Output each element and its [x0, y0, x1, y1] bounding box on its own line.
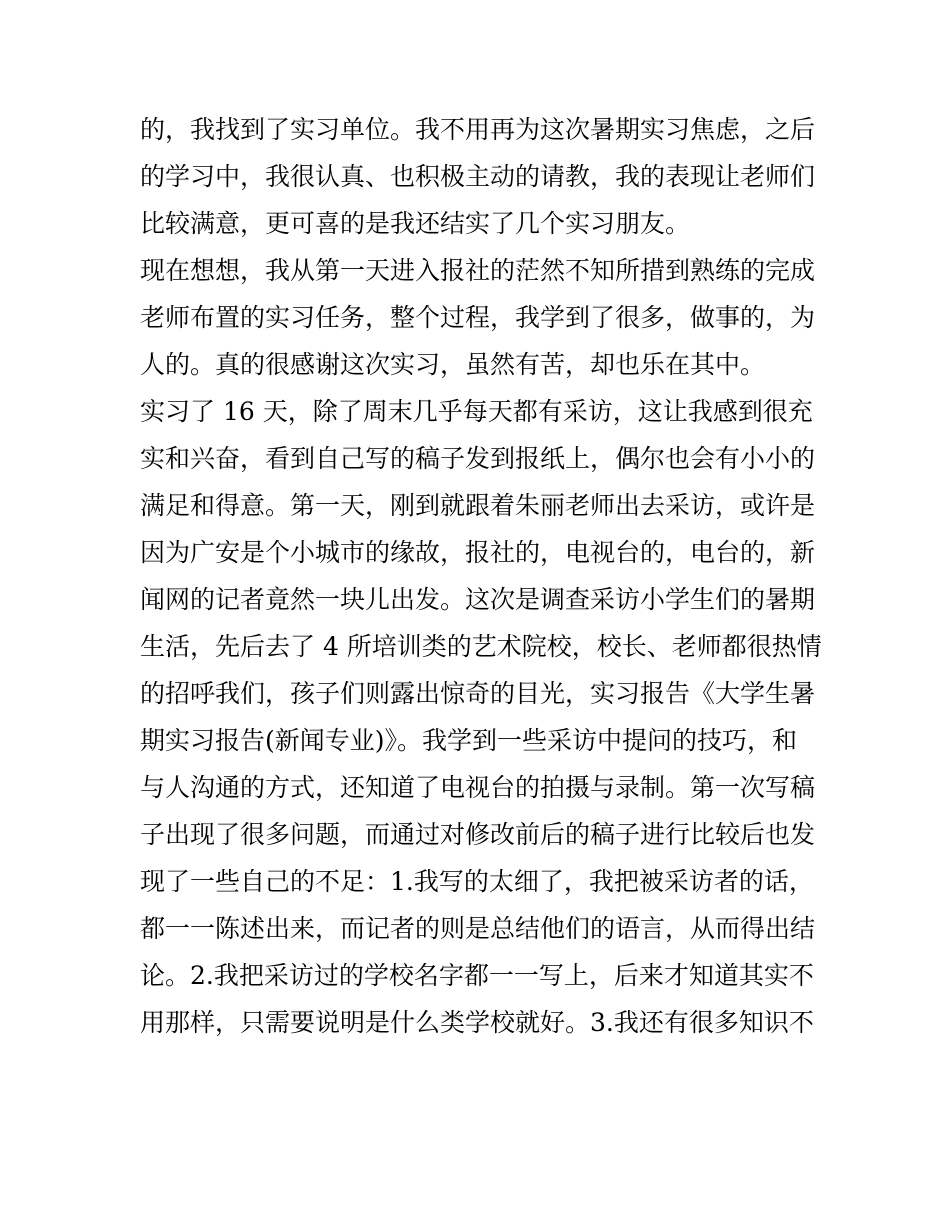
text-line-6: 人的。真的很感谢这次实习，虽然有苦，却也乐在其中。: [140, 350, 766, 379]
text-line-9: 满足和得意。第一天，刚到就跟着朱丽老师出去采访，或许是: [140, 491, 816, 520]
text-line-18: 都一一陈述出来，而记者的则是总结他们的语言，从而得出结: [140, 914, 816, 943]
text-line-12: 生活，先后去了 4 所培训类的艺术院校，校长、老师都很热情: [140, 632, 822, 661]
text-line-1: 的，我找到了实习单位。我不用再为这次暑期实习焦虑，之后: [140, 115, 816, 144]
text-line-2: 的学习中，我很认真、也积极主动的请教，我的表现让老师们: [140, 162, 816, 191]
text-line-16: 子出现了很多问题，而通过对修改前后的稿子进行比较后也发: [140, 820, 816, 849]
text-line-11: 闻网的记者竟然一块儿出发。这次是调查采访小学生们的暑期: [140, 585, 816, 614]
text-line-5: 老师布置的实习任务，整个过程，我学到了很多，做事的，为: [140, 303, 816, 332]
text-line-20: 用那样，只需要说明是什么类学校就好。3.我还有很多知识不: [140, 1008, 814, 1037]
text-line-15: 与人沟通的方式，还知道了电视台的拍摄与录制。第一次写稿: [140, 773, 816, 802]
text-line-10: 因为广安是个小城市的缘故，报社的，电视台的，电台的，新: [140, 538, 816, 567]
text-line-17: 现了一些自己的不足：1.我写的太细了，我把被采访者的话，: [140, 867, 814, 896]
text-line-8: 实和兴奋，看到自己写的稿子发到报纸上，偶尔也会有小小的: [140, 444, 816, 473]
text-line-14: 期实习报告(新闻专业)》。我学到一些采访中提问的技巧，和: [140, 726, 798, 755]
text-line-19: 论。2.我把采访过的学校名字都一一写上，后来才知道其实不: [140, 961, 814, 990]
text-line-3: 比较满意，更可喜的是我还结实了几个实习朋友。: [140, 209, 691, 238]
text-line-7: 实习了 16 天，除了周末几乎每天都有采访，这让我感到很充: [140, 397, 813, 426]
body-text: [140, 106, 820, 1046]
text-line-4: 现在想想，我从第一天进入报社的茫然不知所措到熟练的完成: [140, 256, 816, 285]
text-line-13: 的招呼我们，孩子们则露出惊奇的目光，实习报告《大学生暑: [140, 679, 816, 708]
